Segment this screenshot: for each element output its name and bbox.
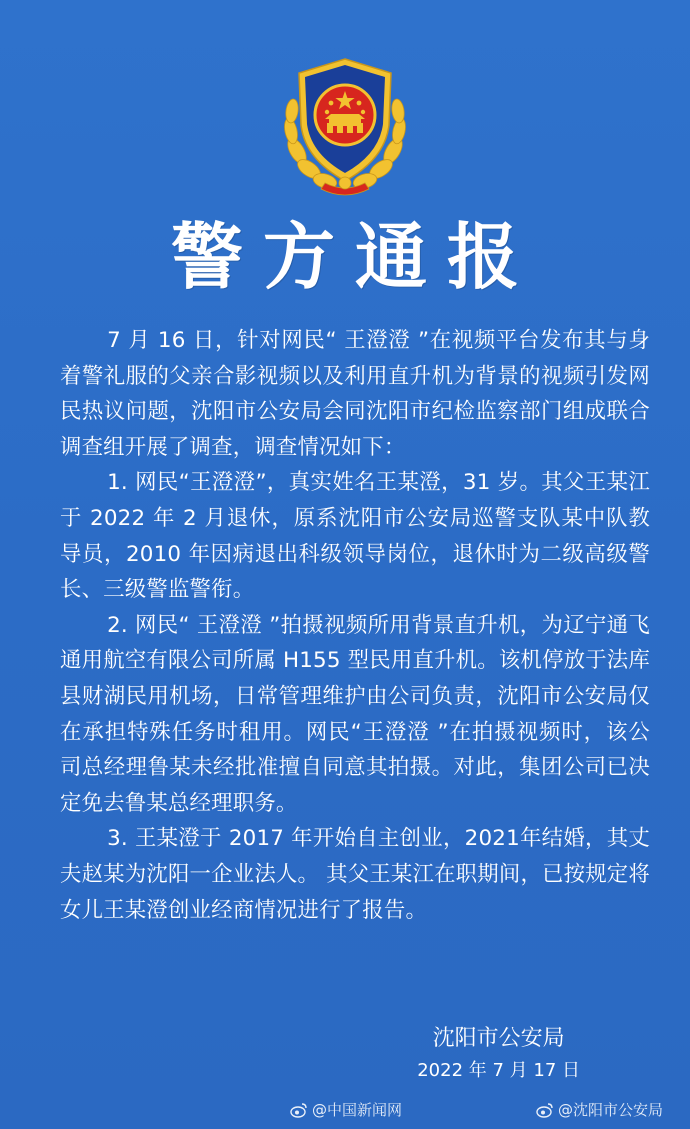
- signature-organization: 沈阳市公安局: [432, 1026, 565, 1051]
- finding-3-paragraph: 3. 王某澄于 2017 年开始自主创业，2021年结婚，其丈夫赵某为沈阳一企业法人。 其父王某江在职期间，已按规定将女儿王某澄创业经商情况进行了报告。: [60, 826, 650, 923]
- watermark-right: [536, 1098, 663, 1122]
- signature-date: 2022 年 7 月 17 日: [417, 1060, 580, 1081]
- weibo-icon: [290, 1102, 308, 1118]
- intro-paragraph: 7 月 16 日，针对网民“ 王澄澄 ”在视频平台发布其与身着警礼服的父亲合影视频以及利用直升机为背景的视频引发网民热议问题，沈阳市公安局会同沈阳市纪检监察部门组成联合调查组开展了调查，调查情况如下：: [60, 328, 650, 460]
- watermark-left-text: @中国新闻网: [312, 1101, 403, 1119]
- watermark-right-text: @沈阳市公安局: [558, 1101, 664, 1119]
- signature-block: [417, 1022, 580, 1086]
- finding-2-paragraph: 2. 网民“ 王澄澄 ”拍摄视频所用背景直升机，为辽宁通飞通用航空有限公司所属 H155 型民用直升机。该机停放于法库县财湖民用机场，日常管理维护由公司负责，沈阳市公安局仅在承担特殊任务时租用。网民“王澄澄 ”在拍摄视频时，该公司总经理鲁某未经批准擅自同意其拍摄。对此，集团公司已决定免去鲁某总经理职务。: [60, 612, 650, 816]
- report-body: [60, 323, 650, 928]
- watermark-left: [290, 1098, 402, 1122]
- weibo-icon: [536, 1102, 554, 1118]
- finding-1-paragraph: 1. 网民“王澄澄”，真实姓名王某澄，31 岁。其父王某江于 2022 年 2 月退休，原系沈阳市公安局巡警支队某中队教导员，2010 年因病退出科级领导岗位，退休时为二级高级警长、三级警监警衔。: [60, 470, 650, 603]
- police-emblem-icon: [273, 55, 417, 203]
- page-title: 警方通报: [170, 214, 539, 299]
